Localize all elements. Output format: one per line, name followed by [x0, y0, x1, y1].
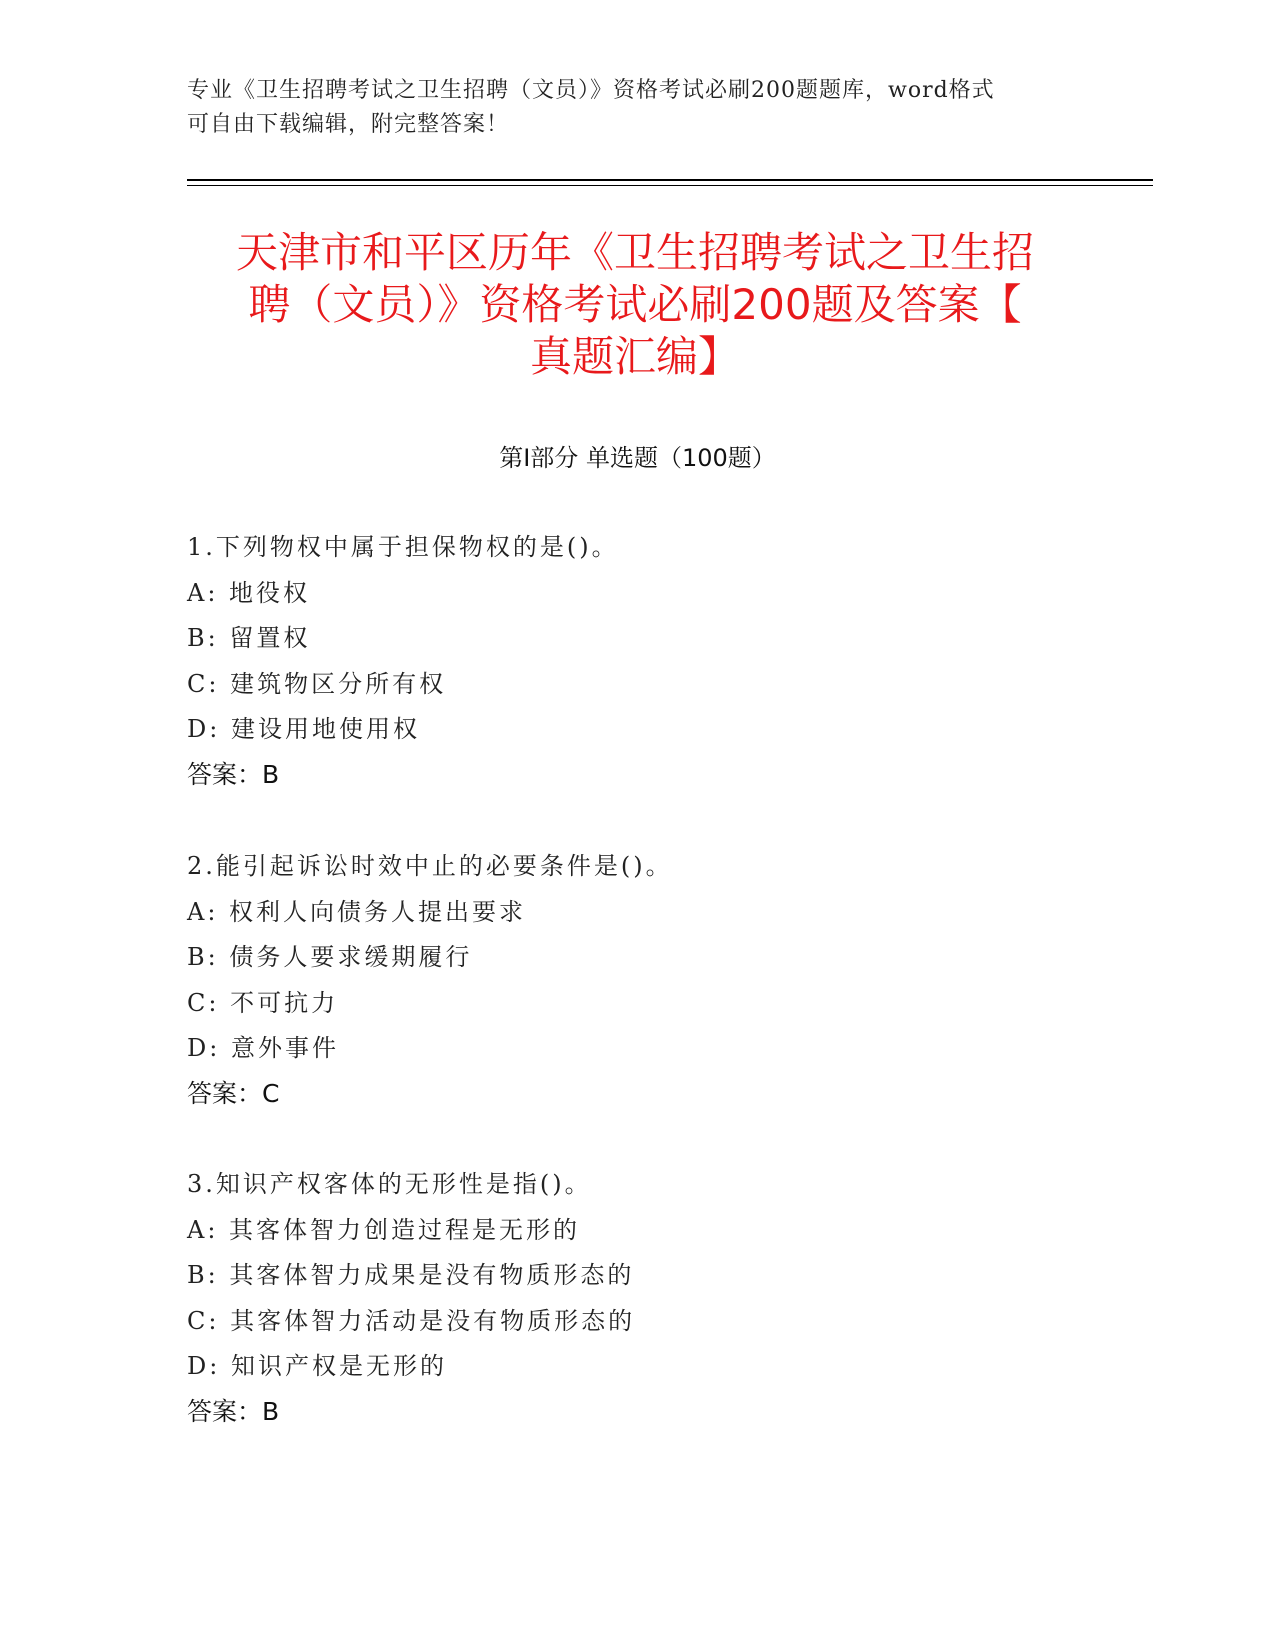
- option-a: A: 权利人向债务人提出要求: [187, 897, 527, 926]
- header-note: [187, 74, 1067, 142]
- option-b: B: 其客体智力成果是没有物质形态的: [187, 1261, 635, 1289]
- answer: 答案：B: [187, 1396, 280, 1426]
- question-2: [187, 849, 1087, 1122]
- option-d: D: 建设用地使用权: [187, 715, 420, 743]
- document-title-line-1: 天津市和平区历年《卫生招聘考试之卫生招: [235, 228, 1034, 277]
- option-a: A: 地役权: [187, 578, 311, 607]
- option-c: C: 其客体智力活动是没有物质形态的: [187, 1306, 636, 1335]
- option-b: B: 留置权: [187, 624, 311, 652]
- question-stem: 2.能引起诉讼时效中止的必要条件是()。: [187, 852, 673, 880]
- option-b: B: 债务人要求缓期履行: [187, 943, 473, 971]
- answer: 答案：B: [187, 759, 280, 789]
- document-title: [185, 227, 1085, 383]
- header-note-line-2: 可自由下载编辑，附完整答案！: [187, 112, 510, 137]
- question-1: [187, 530, 1087, 803]
- document-title-line-2: 聘（文员）》资格考试必刷200题及答案【: [248, 280, 1022, 329]
- option-d: D: 意外事件: [187, 1034, 339, 1062]
- section-heading: 第I部分 单选题（100题）: [499, 444, 776, 472]
- header-note-line-1: 专业《卫生招聘考试之卫生招聘（文员）》资格考试必刷200题题库，word格式: [187, 78, 995, 103]
- question-stem: 3.知识产权客体的无形性是指()。: [187, 1170, 592, 1198]
- document-title-line-3: 真题汇编】: [529, 332, 740, 381]
- option-c: C: 建筑物区分所有权: [187, 669, 447, 698]
- answer: 答案：C: [187, 1078, 280, 1108]
- option-a: A: 其客体智力创造过程是无形的: [187, 1215, 581, 1244]
- header-divider-thin: [187, 185, 1153, 186]
- header-divider-thick: [187, 179, 1153, 181]
- option-c: C: 不可抗力: [187, 988, 339, 1017]
- question-3: [187, 1167, 1087, 1440]
- option-d: D: 知识产权是无形的: [187, 1352, 447, 1380]
- question-stem: 1.下列物权中属于担保物权的是()。: [187, 533, 619, 561]
